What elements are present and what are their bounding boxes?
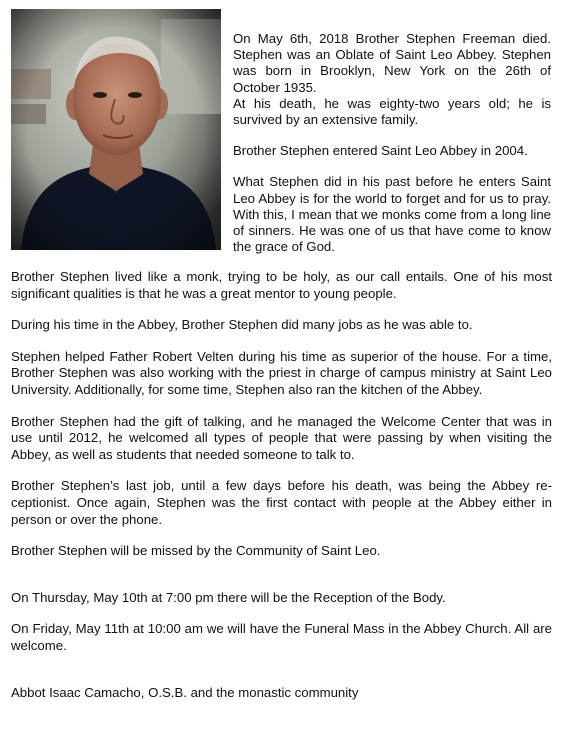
- jobs-paragraph: During his time in the Abbey, Brother Stephen did many jobs as he was able to.: [11, 317, 473, 333]
- welcome-center-paragraph: Brother Stephen had the gift of talking, and he managed the Welcome Center that was in use until 2012, he welcomed all types of people that were passing by when visiting the Abbey, as well as students that needed someone to talk to.: [11, 413, 552, 462]
- intro-paragraph: On May 6th, 2018 Brother Stephen Freeman died. Stephen was an Oblate of Saint Leo Abbey. Stephen was born in Brooklyn, New York on the 26th of October 1935.: [233, 31, 551, 95]
- portrait-image: [11, 9, 221, 250]
- monk-life-paragraph: Brother Stephen lived like a monk, trying to be holy, as our call entails. One of his most significant qualities is that he was a great mentor to young people.: [11, 269, 552, 301]
- main-text-column: [11, 269, 552, 716]
- funeral-announcement: On Friday, May 11th at 10:00 am we will have the Funeral Mass in the Abbey Church. All are welcome.: [11, 621, 552, 653]
- service-paragraph: Stephen helped Father Robert Velten during his time as superior of the house. For a time, Brother Stephen was also working with the priest in charge of campus ministry at Saint Leo University. Additionally, for some time, Stephen also ran the kitchen of the Abbey.: [11, 348, 552, 397]
- signature-line: Abbot Isaac Camacho, O.S.B. and the monastic community: [11, 684, 359, 700]
- intro-text-column: [233, 31, 551, 270]
- portrait-photo: [11, 9, 221, 250]
- past-paragraph: What Stephen did in his past before he enters Saint Leo Abbey is for the world to forget and for us to pray. With this, I mean that we monks come from a long line of sinners. He was one of us that have come to know the grace of God.: [233, 174, 551, 255]
- entry-paragraph: Brother Stephen entered Saint Leo Abbey in 2004.: [233, 143, 528, 159]
- missed-paragraph: Brother Stephen will be missed by the Community of Saint Leo.: [11, 543, 381, 559]
- reception-announcement: On Thursday, May 10th at 7:00 pm there will be the Reception of the Body.: [11, 589, 446, 605]
- receptionist-paragraph: Brother Stephen’s last job, until a few days before his death, was being the Abbey re-ceptionist. Once again, Stephen was the first contact with people at the Abbey either in person or over the phone.: [11, 478, 552, 527]
- intro-paragraph-age: At his death, he was eighty-two years old; he is survived by an extensive family.: [233, 95, 551, 128]
